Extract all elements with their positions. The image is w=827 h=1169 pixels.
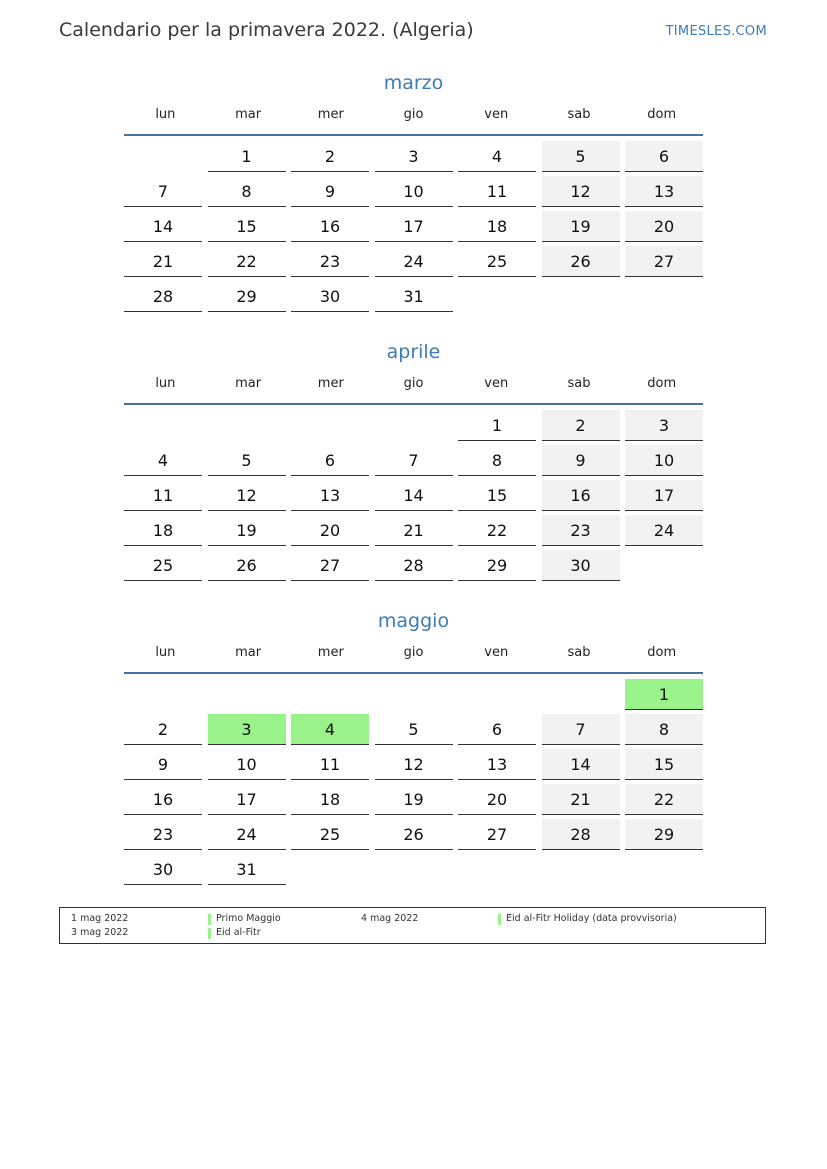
- weekday-label: ven: [484, 376, 509, 391]
- legend-holiday-name: Primo Maggio: [216, 913, 281, 924]
- day-cell: 15: [625, 749, 703, 780]
- day-cell: 15: [458, 480, 536, 511]
- day-cell: 28: [124, 281, 202, 312]
- day-cell: 21: [375, 515, 453, 546]
- day-cell: 13: [291, 480, 369, 511]
- day-cell: 18: [124, 515, 202, 546]
- day-cell: 20: [625, 211, 703, 242]
- legend-color-swatch: [208, 914, 211, 925]
- day-cell: 25: [291, 819, 369, 850]
- day-cell: 14: [542, 749, 620, 780]
- day-cell: 13: [458, 749, 536, 780]
- day-cell: 6: [625, 141, 703, 172]
- weekday-label: gio: [403, 376, 424, 391]
- day-cell: 19: [542, 211, 620, 242]
- empty-cell: [375, 410, 453, 441]
- day-cell: 28: [542, 819, 620, 850]
- weekday-label: mar: [235, 645, 262, 660]
- day-cell: 7: [124, 176, 202, 207]
- day-cell: 12: [375, 749, 453, 780]
- weekday-label: dom: [647, 645, 677, 660]
- header-rule: [124, 672, 703, 674]
- weekday-label: sab: [567, 107, 591, 122]
- weekday-label: mer: [317, 107, 344, 122]
- month-title: aprile: [386, 341, 441, 363]
- weekday-label: gio: [403, 645, 424, 660]
- day-cell: 14: [124, 211, 202, 242]
- day-cell: 21: [542, 784, 620, 815]
- day-cell: 9: [542, 445, 620, 476]
- holiday-day-cell: 3: [208, 714, 286, 745]
- day-cell: 29: [208, 281, 286, 312]
- day-cell: 9: [291, 176, 369, 207]
- day-cell: 29: [458, 550, 536, 581]
- month-march: [124, 70, 703, 312]
- day-cell: 11: [124, 480, 202, 511]
- day-cell: 10: [625, 445, 703, 476]
- legend-color-swatch: [208, 928, 211, 939]
- day-cell: 12: [208, 480, 286, 511]
- empty-cell: [542, 679, 620, 710]
- day-cell: 28: [375, 550, 453, 581]
- weekday-label: gio: [403, 107, 424, 122]
- day-cell: 24: [375, 246, 453, 277]
- day-cell: 27: [625, 246, 703, 277]
- day-cell: 8: [208, 176, 286, 207]
- day-cell: 21: [124, 246, 202, 277]
- weekday-label: lun: [155, 376, 176, 391]
- day-cell: 10: [208, 749, 286, 780]
- day-cell: 27: [291, 550, 369, 581]
- day-cell: 25: [124, 550, 202, 581]
- weekday-label: mar: [235, 376, 262, 391]
- day-cell: 31: [375, 281, 453, 312]
- day-cell: 8: [458, 445, 536, 476]
- day-cell: 22: [458, 515, 536, 546]
- day-cell: 22: [208, 246, 286, 277]
- day-cell: 17: [625, 480, 703, 511]
- day-cell: 30: [124, 854, 202, 885]
- day-cell: 23: [124, 819, 202, 850]
- day-cell: 30: [291, 281, 369, 312]
- page-title: Calendario per la primavera 2022. (Algeria): [59, 19, 474, 41]
- empty-cell: [124, 141, 202, 172]
- day-cell: 2: [542, 410, 620, 441]
- day-cell: 2: [291, 141, 369, 172]
- weekday-label: lun: [155, 645, 176, 660]
- legend-color-swatch: [498, 914, 501, 925]
- day-cell: 1: [458, 410, 536, 441]
- weekday-label: mer: [317, 376, 344, 391]
- weekday-label: mer: [317, 645, 344, 660]
- day-cell: 16: [291, 211, 369, 242]
- day-cell: 6: [291, 445, 369, 476]
- weekday-header: [124, 640, 703, 672]
- day-cell: 17: [375, 211, 453, 242]
- day-cell: 16: [542, 480, 620, 511]
- brand-link[interactable]: TIMESLES.COM: [665, 24, 767, 39]
- day-cell: 10: [375, 176, 453, 207]
- day-cell: 2: [124, 714, 202, 745]
- day-cell: 4: [458, 141, 536, 172]
- day-cell: 3: [625, 410, 703, 441]
- day-cell: 9: [124, 749, 202, 780]
- day-cell: 4: [124, 445, 202, 476]
- day-cell: 18: [291, 784, 369, 815]
- day-cell: 12: [542, 176, 620, 207]
- day-cell: 13: [625, 176, 703, 207]
- empty-cell: [208, 410, 286, 441]
- holiday-day-cell: 4: [291, 714, 369, 745]
- empty-cell: [291, 410, 369, 441]
- day-cell: 29: [625, 819, 703, 850]
- day-cell: 3: [375, 141, 453, 172]
- month-april: [124, 339, 703, 581]
- weekday-label: ven: [484, 107, 509, 122]
- day-cell: 27: [458, 819, 536, 850]
- empty-cell: [375, 679, 453, 710]
- day-cell: 23: [291, 246, 369, 277]
- weekday-header: [124, 102, 703, 134]
- day-grid: [124, 410, 703, 581]
- weekday-label: sab: [567, 376, 591, 391]
- weekday-label: dom: [647, 376, 677, 391]
- empty-cell: [208, 679, 286, 710]
- day-cell: 26: [208, 550, 286, 581]
- weekday-label: sab: [567, 645, 591, 660]
- day-cell: 11: [291, 749, 369, 780]
- weekday-label: mar: [235, 107, 262, 122]
- day-cell: 24: [208, 819, 286, 850]
- header-rule: [124, 403, 703, 405]
- day-cell: 5: [542, 141, 620, 172]
- day-cell: 20: [458, 784, 536, 815]
- day-cell: 16: [124, 784, 202, 815]
- day-cell: 23: [542, 515, 620, 546]
- day-cell: 8: [625, 714, 703, 745]
- month-title: maggio: [377, 610, 450, 632]
- day-grid: [124, 679, 703, 885]
- day-cell: 31: [208, 854, 286, 885]
- weekday-label: lun: [155, 107, 176, 122]
- day-cell: 30: [542, 550, 620, 581]
- day-cell: 15: [208, 211, 286, 242]
- day-cell: 5: [208, 445, 286, 476]
- day-cell: 18: [458, 211, 536, 242]
- legend-date: 4 mag 2022: [361, 913, 419, 924]
- day-cell: 24: [625, 515, 703, 546]
- legend-holiday-name: Eid al-Fitr: [216, 927, 261, 938]
- day-grid: [124, 141, 703, 312]
- holiday-legend: [59, 907, 766, 944]
- day-cell: 26: [542, 246, 620, 277]
- day-cell: 11: [458, 176, 536, 207]
- day-cell: 7: [542, 714, 620, 745]
- empty-cell: [291, 679, 369, 710]
- day-cell: 14: [375, 480, 453, 511]
- day-cell: 17: [208, 784, 286, 815]
- legend-date: 3 mag 2022: [71, 927, 129, 938]
- month-title: marzo: [383, 72, 444, 94]
- empty-cell: [458, 679, 536, 710]
- day-cell: 25: [458, 246, 536, 277]
- weekday-label: dom: [647, 107, 677, 122]
- legend-holiday-name: Eid al-Fitr Holiday (data provvisoria): [506, 913, 677, 924]
- weekday-header: [124, 371, 703, 403]
- day-cell: 1: [208, 141, 286, 172]
- legend-date: 1 mag 2022: [71, 913, 129, 924]
- day-cell: 5: [375, 714, 453, 745]
- empty-cell: [124, 679, 202, 710]
- month-may: [124, 608, 703, 885]
- header-rule: [124, 134, 703, 136]
- day-cell: 19: [375, 784, 453, 815]
- empty-cell: [124, 410, 202, 441]
- day-cell: 20: [291, 515, 369, 546]
- day-cell: 22: [625, 784, 703, 815]
- day-cell: 6: [458, 714, 536, 745]
- day-cell: 7: [375, 445, 453, 476]
- day-cell: 19: [208, 515, 286, 546]
- weekday-label: ven: [484, 645, 509, 660]
- day-cell: 26: [375, 819, 453, 850]
- holiday-day-cell: 1: [625, 679, 703, 710]
